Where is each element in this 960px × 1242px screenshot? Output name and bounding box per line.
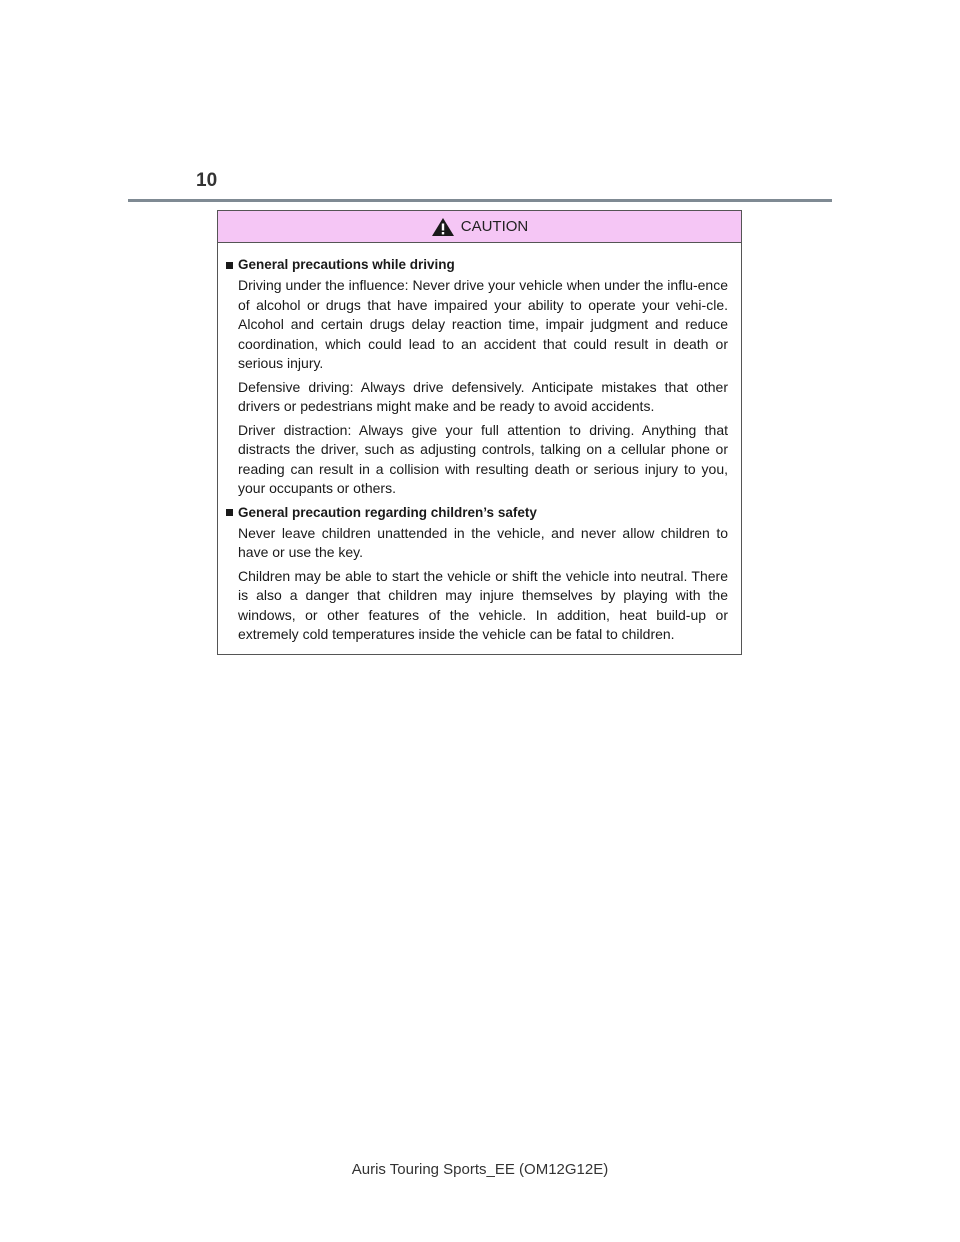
bullet-square-icon bbox=[226, 509, 233, 516]
section-heading-text: General precautions while driving bbox=[238, 257, 455, 272]
section-heading bbox=[226, 255, 728, 275]
paragraph: Driver distraction: Always give your full attention to driving. Anything that distracts the driver, such as adjusting controls, talking on a cellular phone or reading can result in a collision with resulting death or serious injury to you, your occupants or others. bbox=[238, 421, 728, 496]
caution-title: CAUTION bbox=[460, 218, 529, 235]
paragraph: Children may be able to start the vehicle or shift the vehicle into neutral. There is also a danger that children may injure themselves by playing with the windows, or other features of the vehicle. In addition, heat build-up or extremely cold temperatures inside the vehicle can be fatal to children. bbox=[238, 567, 728, 642]
bullet-square-icon bbox=[226, 262, 233, 269]
header-rule bbox=[128, 199, 832, 202]
caution-header bbox=[218, 211, 741, 243]
section-heading-text: General precaution regarding children’s safety bbox=[238, 504, 537, 520]
page-number: 10 bbox=[196, 170, 218, 191]
caution-body bbox=[218, 243, 741, 645]
section-heading bbox=[226, 503, 728, 523]
paragraph: Driving under the influence: Never drive your vehicle when under the influ-ence of alcohol or drugs that have impaired your ability to operate your vehi-cle. Alcohol and certain drugs delay reaction time, impair judgment and reduce coordination, which could lead to an accident that could result in death or serious injury. bbox=[238, 277, 728, 371]
document-footer: Auris Touring Sports_EE (OM12G12E) bbox=[351, 1161, 609, 1178]
caution-box bbox=[217, 210, 742, 655]
paragraph: Never leave children unattended in the vehicle, and never allow children to have or use the key. bbox=[238, 524, 728, 560]
warning-triangle-icon bbox=[431, 217, 455, 237]
paragraph: Defensive driving: Always drive defensively. Anticipate mistakes that other drivers or pedestrians might make and be ready to avoid accidents. bbox=[238, 378, 728, 414]
